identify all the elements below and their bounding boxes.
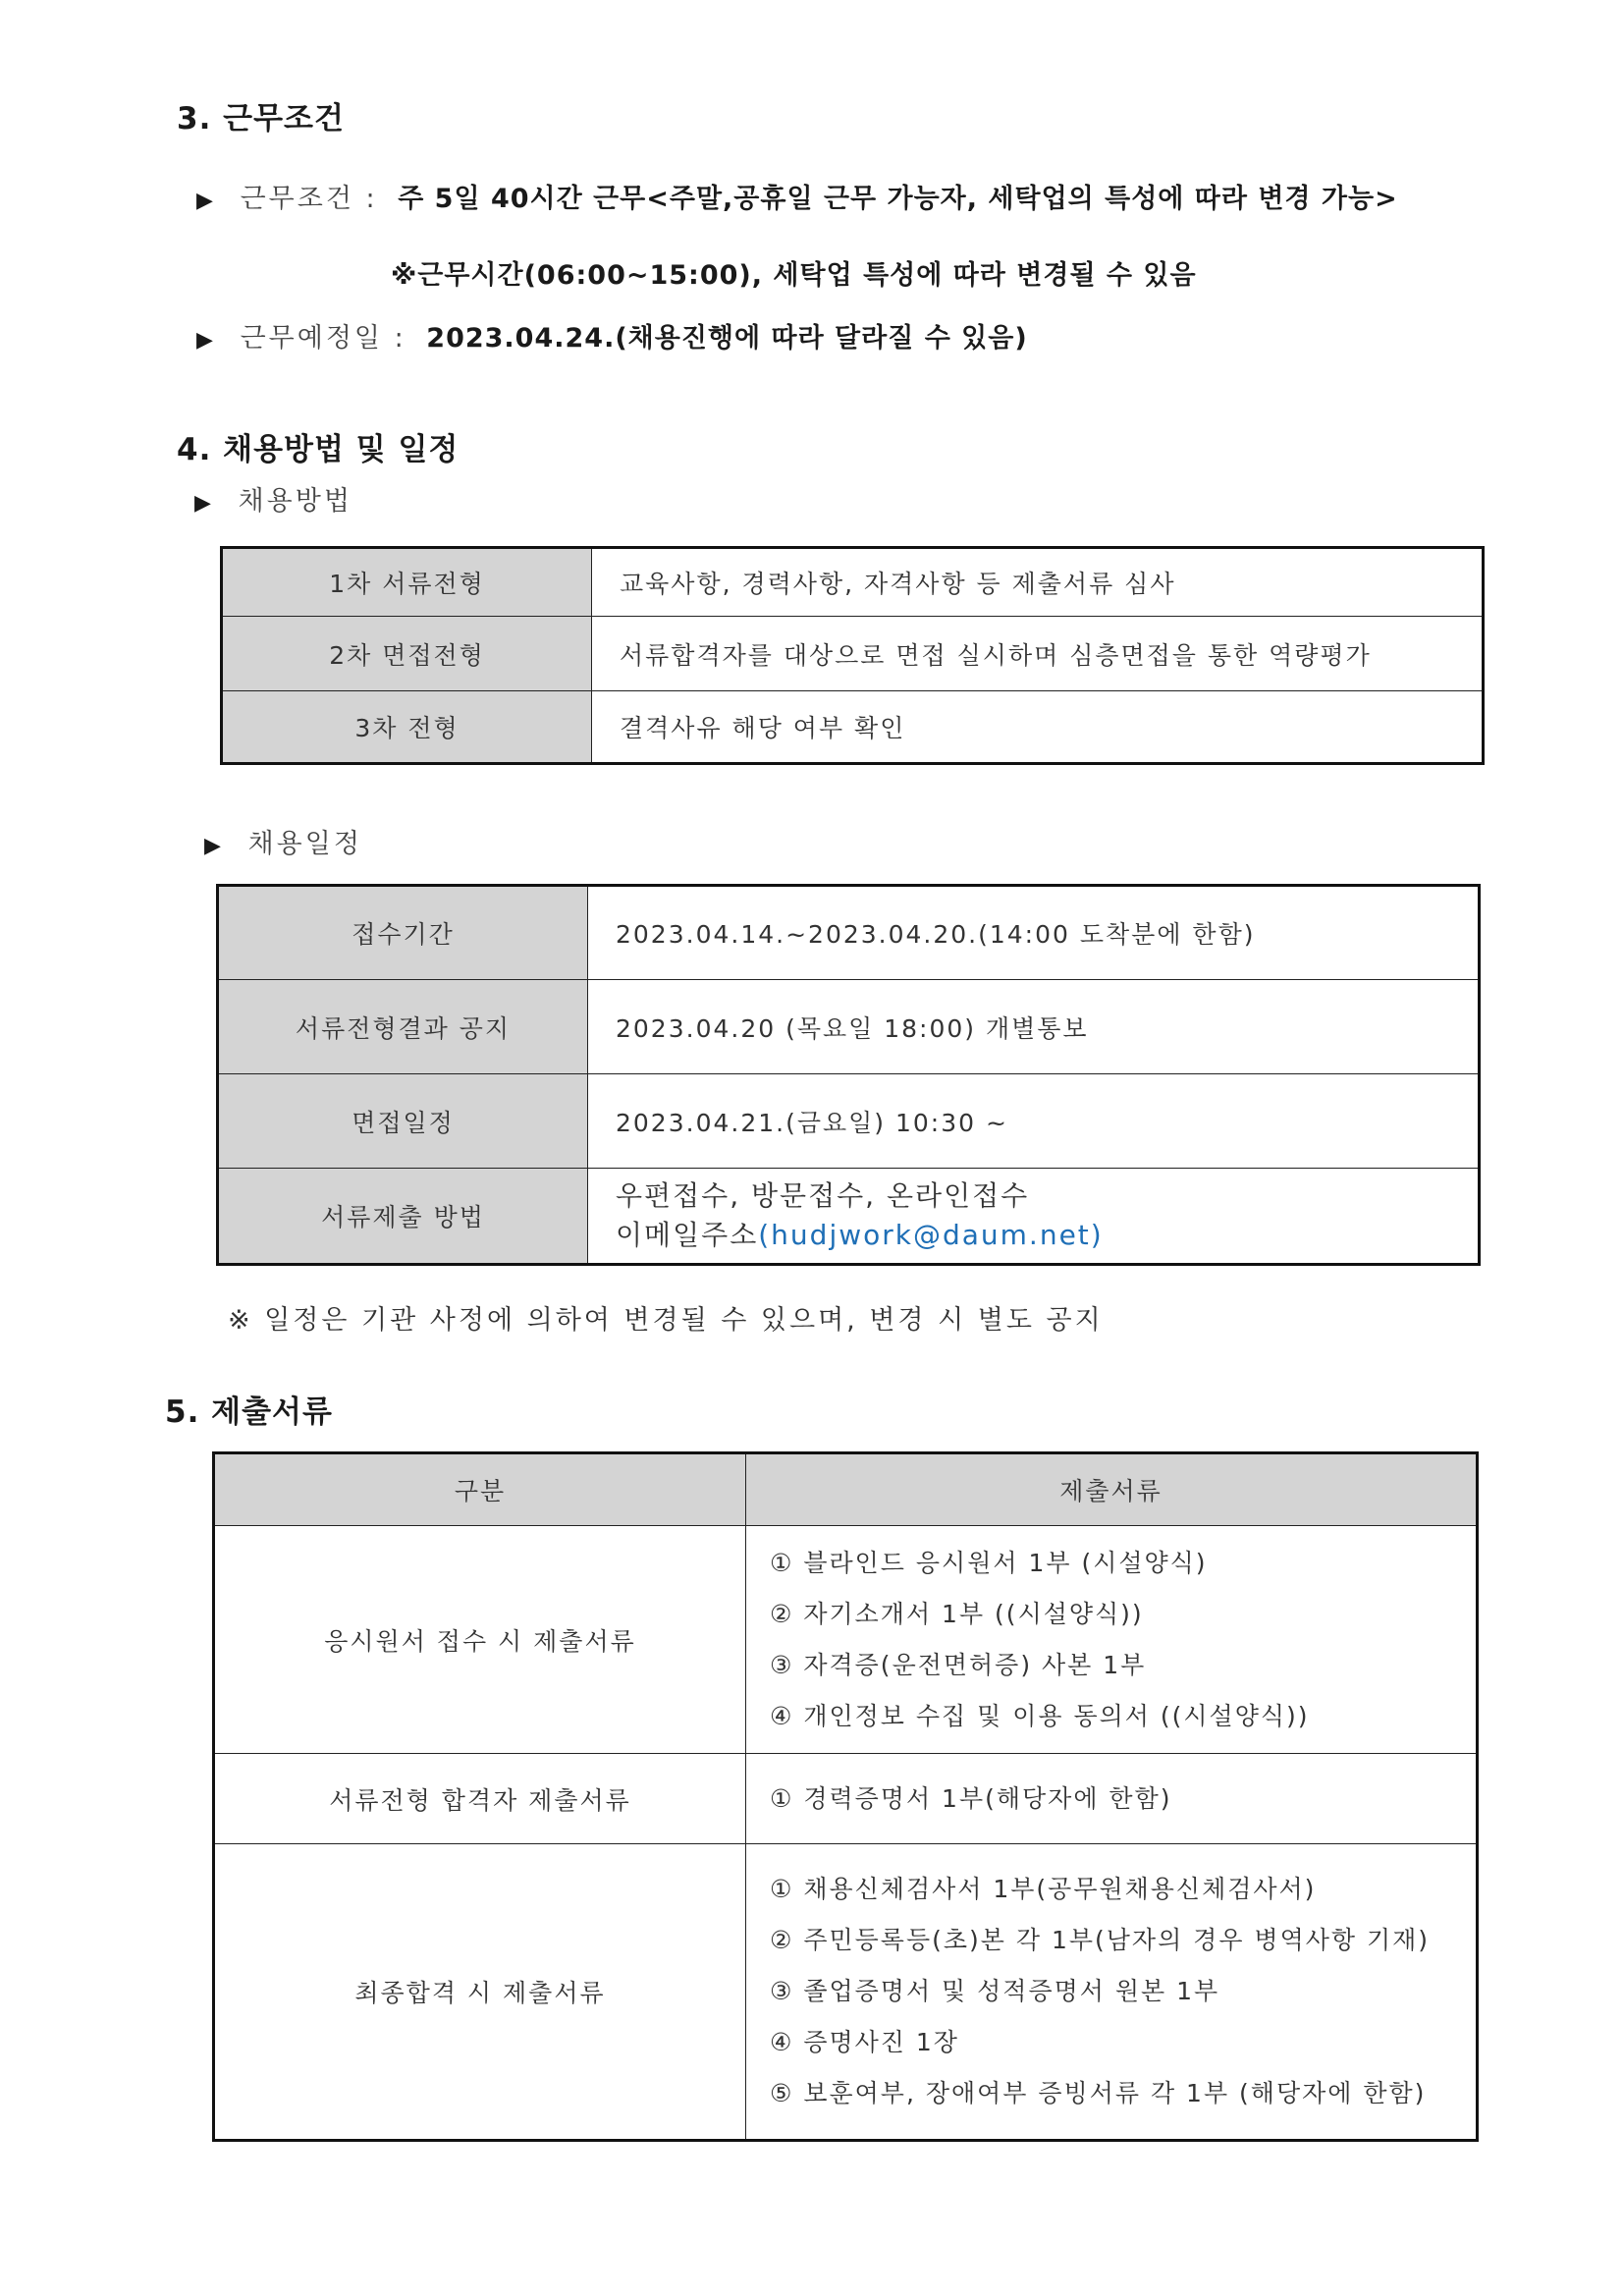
list-item: ① 블라인드 응시원서 1부 (시설양식) [770, 1548, 1208, 1577]
doc-group-items [746, 1526, 1478, 1754]
method-stage: 2차 면접전형 [222, 617, 592, 691]
list-item: ① 채용신체검사서 1부(공무원채용신체검사서) [770, 1875, 1317, 1903]
table-row [214, 1844, 1478, 2141]
doc-group-items [746, 1844, 1478, 2141]
schedule-value: 2023.04.21.(금요일) 10:30 ~ [588, 1074, 1480, 1169]
list-item: ③ 자격증(운전면허증) 사본 1부 [770, 1650, 1147, 1679]
table-row [222, 548, 1484, 617]
method-table [220, 546, 1485, 765]
work-conditions-line [196, 177, 1398, 215]
start-date-value: 2023.04.24.(채용진행에 따라 달라질 수 있음) [426, 323, 1028, 354]
doc-group-items [746, 1754, 1478, 1844]
col-header-type: 구분 [214, 1453, 746, 1526]
table-row [218, 980, 1480, 1074]
triangle-bullet-icon: ▶ [194, 491, 211, 516]
triangle-bullet-icon: ▶ [196, 328, 213, 353]
schedule-note: ※ 일정은 기관 사정에 의하여 변경될 수 있으며, 변경 시 별도 공지 [228, 1305, 1104, 1336]
table-row [214, 1754, 1478, 1844]
table-row [218, 1169, 1480, 1265]
method-desc: 교육사항, 경력사항, 자격사항 등 제출서류 심사 [592, 548, 1484, 617]
schedule-table [216, 884, 1481, 1266]
work-conditions-label: 근무조건 : [240, 184, 378, 214]
method-label: 채용방법 [238, 486, 352, 517]
schedule-key: 접수기간 [218, 886, 588, 980]
method-subheading [194, 479, 352, 518]
list-item: ④ 개인정보 수집 및 이용 동의서 ((시설양식)) [770, 1701, 1310, 1730]
method-desc: 서류합격자를 대상으로 면접 실시하며 심층면접을 통한 역량평가 [592, 617, 1484, 691]
schedule-key: 서류전형결과 공지 [218, 980, 588, 1074]
method-stage: 1차 서류전형 [222, 548, 592, 617]
work-conditions-value: 주 5일 40시간 근무<주말,공휴일 근무 가능자, 세탁업의 특성에 따라 변경 가능> [398, 184, 1398, 214]
table-row [214, 1526, 1478, 1754]
submission-method-cell [588, 1169, 1480, 1265]
list-item: ⑤ 보훈여부, 장애여부 증빙서류 각 1부 (해당자에 한함) [770, 2079, 1427, 2107]
email-link[interactable]: (hudjwork@daum.net) [758, 1219, 1104, 1251]
method-desc: 결격사유 해당 여부 확인 [592, 691, 1484, 764]
section-4-heading: 4. 채용방법 및 일정 [177, 432, 460, 467]
table-row [222, 617, 1484, 691]
table-row [214, 1453, 1478, 1526]
schedule-key: 서류제출 방법 [218, 1169, 588, 1265]
list-item: ② 주민등록등(초)본 각 1부(남자의 경우 병역사항 기재) [770, 1926, 1431, 1954]
schedule-key: 면접일정 [218, 1074, 588, 1169]
list-item: ④ 증명사진 1장 [770, 2028, 959, 2056]
submission-methods: 우편접수, 방문접수, 온라인접수 [616, 1179, 1030, 1212]
section-3-heading: 3. 근무조건 [177, 101, 345, 137]
section-5-heading: 5. 제출서류 [165, 1394, 333, 1430]
doc-group-type: 서류전형 합격자 제출서류 [214, 1754, 746, 1844]
method-stage: 3차 전형 [222, 691, 592, 764]
schedule-subheading [204, 822, 362, 860]
triangle-bullet-icon: ▶ [196, 189, 213, 213]
email-line [616, 1216, 1450, 1255]
start-date-line [196, 316, 1028, 355]
schedule-label: 채용일정 [247, 829, 362, 859]
documents-table [212, 1451, 1479, 2142]
schedule-value: 2023.04.20 (목요일 18:00) 개별통보 [588, 980, 1480, 1074]
schedule-value: 2023.04.14.~2023.04.20.(14:00 도착분에 한함) [588, 886, 1480, 980]
doc-group-type: 최종합격 시 제출서류 [214, 1844, 746, 2141]
table-row [218, 886, 1480, 980]
table-row [222, 691, 1484, 764]
work-hours-note: ※근무시간(06:00~15:00), 세탁업 특성에 따라 변경될 수 있음 [391, 260, 1197, 291]
table-row [218, 1074, 1480, 1169]
doc-group-type: 응시원서 접수 시 제출서류 [214, 1526, 746, 1754]
email-prefix: 이메일주소 [616, 1219, 759, 1251]
list-item: ② 자기소개서 1부 ((시설양식)) [770, 1599, 1144, 1628]
col-header-docs: 제출서류 [746, 1453, 1478, 1526]
triangle-bullet-icon: ▶ [204, 834, 221, 858]
list-item: ① 경력증명서 1부(해당자에 한함) [770, 1783, 1172, 1813]
list-item: ③ 졸업증명서 및 성적증명서 원본 1부 [770, 1977, 1220, 2005]
start-date-label: 근무예정일 : [240, 323, 406, 354]
